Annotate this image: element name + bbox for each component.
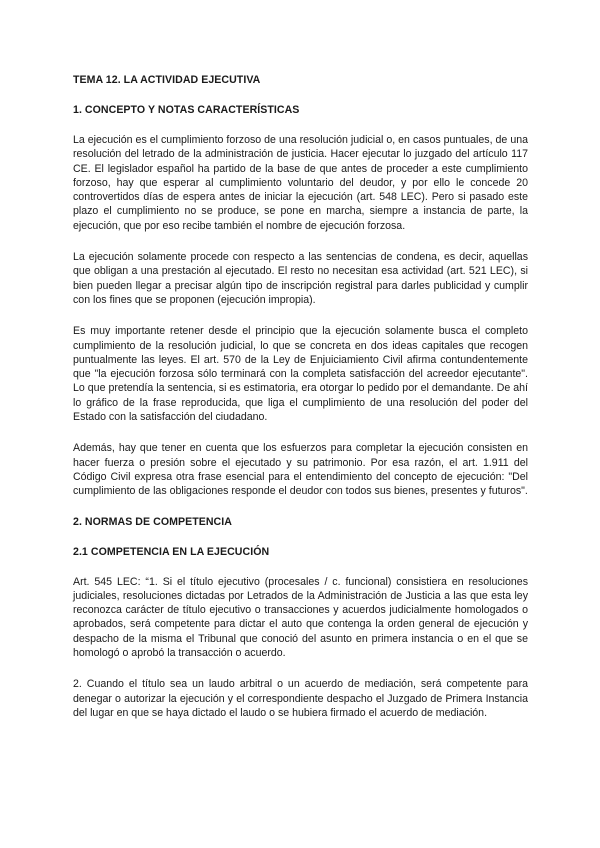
section-2-heading: 2. NORMAS DE COMPETENCIA xyxy=(73,515,232,528)
paragraph-5: Art. 545 LEC: “1. Si el título ejecutivo (procesales / c. funcional) consistiera en resoluciones judiciales, resoluciones dictadas por Letrados de la Administración de Justicia a las que esta ley reconozca carácter de título ejecutivo o transacciones y acuerdos judicialmente homologados o aprobados, será competente para dictar el auto que contenga la orden general de ejecución y despacho de la misma el Tribunal que conoció del asunto en primera instancia o en el que se homologó o aprobó la transacción o acuerdo. xyxy=(73,575,528,660)
document-title: TEMA 12. LA ACTIVIDAD EJECUTIVA xyxy=(73,74,261,86)
paragraph-2: La ejecución solamente procede con respecto a las sentencias de condena, es decir, aquellas que obligan a una prestación al ejecutado. El resto no necesitan esa actividad (art. 521 LEC), si bien pueden llegar a precisar algún tipo de inscripción registral para darles publicidad y cumplir con los fines que se proponen (ejecución impropia). xyxy=(73,251,528,306)
paragraph-4: Además, hay que tener en cuenta que los esfuerzos para completar la ejecución consisten en hacer fuerza o presión sobre el ejecutado y su patrimonio. Por esa razón, el art. 1.911 del Código Civil expresa otra frase esencial para el entendimiento del concepto de ejecución: "Del cumplimiento de las obligaciones responde el deudor con todos sus bienes, presentes y futuros". xyxy=(73,442,528,498)
paragraph-3: Es muy importante retener desde el principio que la ejecución solamente busca el completo cumplimiento de la resolución judicial, lo que se concreta en dos ideas capitales que recogen puntualmente las leyes. El art. 570 de la Ley de Enjuiciamiento Civil afirma contundentemente que "la ejecución forzosa sólo terminará con la completa satisfacción del acreedor ejecutante". Lo que pretendía la sentencia, si es estimatoria, era otorgar lo pedido por el demandante. De ahí lo gráfico de la frase reproducida, que liga el cumplimiento de una resolución del poder del Estado con la satisfacción del ciudadano. xyxy=(73,325,528,424)
section-2-1-heading: 2.1 COMPETENCIA EN LA EJECUCIÓN xyxy=(73,545,270,558)
paragraph-1: La ejecución es el cumplimiento forzoso de una resolución judicial o, en casos puntuales, de una resolución del letrado de la administración de justicia. Hacer ejecutar lo juzgado del artículo 117 CE. El legislador español ha partido de la base de que antes de proceder a este cumplimiento forzoso, hay que esperar al cumplimiento voluntario del deudor, y por ello le concede 20 controvertidos días de espera antes de iniciar la ejecución (art. 548 LEC). Pero si pasado este plazo el cumplimiento no se produce, se pone en marcha, siempre a instancia de parte, la ejecución, que por eso recibe también el nombre de ejecución forzosa. xyxy=(73,134,528,232)
paragraph-6: 2. Cuando el título sea un laudo arbitral o un acuerdo de mediación, será competente para denegar o autorizar la ejecución y el correspondiente despacho el Juzgado de Primera Instancia del lugar en que se haya dictado el laudo o se hubiera firmado el acuerdo de mediación. xyxy=(73,678,528,719)
section-1-heading: 1. CONCEPTO Y NOTAS CARACTERÍSTICAS xyxy=(73,104,300,116)
